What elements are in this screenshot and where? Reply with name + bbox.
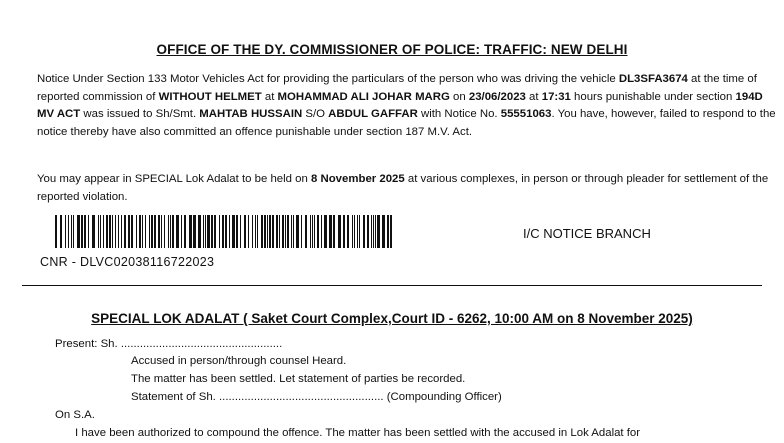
barcode-bar xyxy=(229,215,230,248)
barcode-bar xyxy=(291,215,292,248)
barcode-bar xyxy=(293,215,294,248)
barcode-bar xyxy=(347,215,349,248)
barcode-bar xyxy=(371,215,372,248)
person-name: MAHTAB HUSSAIN xyxy=(199,108,303,120)
barcode-bar xyxy=(77,215,80,248)
barcode-bar xyxy=(329,215,332,248)
barcode-bar xyxy=(55,215,57,248)
lok-adalat-paragraph xyxy=(22,171,777,206)
barcode-bar xyxy=(142,215,143,248)
barcode-bar xyxy=(145,215,146,248)
barcode-bar xyxy=(267,215,268,248)
text-segment: at the time of reported commission of xyxy=(37,73,757,103)
barcode-bar xyxy=(109,215,111,248)
barcode-bar xyxy=(131,215,133,248)
barcode-bar xyxy=(343,215,345,248)
barcode-bar xyxy=(352,215,353,248)
adalat-date: 8 November 2025 xyxy=(311,173,405,185)
notice-paragraph xyxy=(22,71,777,141)
barcode-bar xyxy=(264,215,266,248)
barcode-bar xyxy=(92,215,95,248)
barcode-bar xyxy=(106,215,108,248)
barcode-bar xyxy=(387,215,389,248)
barcode-bar xyxy=(164,215,165,248)
text-segment: with Notice No. xyxy=(417,108,501,120)
barcode-bar xyxy=(198,215,201,248)
barcode-bar xyxy=(363,215,365,248)
barcode-bar xyxy=(367,215,369,248)
text-segment: at various complexes, in person or through pleader for settlement of the reported violation. xyxy=(37,173,769,203)
barcode-bar xyxy=(121,215,122,248)
barcode-bar xyxy=(154,215,156,248)
offence-place: MOHAMMAD ALI JOHAR MARG xyxy=(277,90,450,103)
statement-line: Statement of Sh. .................................................... (Compounding Officer) xyxy=(131,391,502,403)
barcode-bar xyxy=(272,215,274,248)
barcode-bar xyxy=(357,215,358,248)
barcode-bar xyxy=(207,215,210,248)
barcode-bar xyxy=(310,215,311,248)
barcode-bar xyxy=(158,215,160,248)
barcode xyxy=(55,215,392,248)
vehicle-number: DL3SFA3674 xyxy=(618,73,688,85)
barcode-bar xyxy=(312,215,313,248)
text-segment: You may appear in SPECIAL Lok Adalat to be held on xyxy=(37,173,311,185)
barcode-bar xyxy=(189,215,192,248)
barcode-bar xyxy=(248,215,249,248)
barcode-bar xyxy=(236,215,238,248)
barcode-bar xyxy=(88,215,89,248)
barcode-bar xyxy=(359,215,360,248)
offence-section: 194D MV ACT xyxy=(37,90,763,120)
barcode-bar xyxy=(136,215,137,248)
barcode-bar xyxy=(128,215,130,248)
barcode-bar xyxy=(301,215,302,248)
barcode-bar xyxy=(373,215,374,248)
barcode-bar xyxy=(255,215,256,248)
proceeding-line: Accused in person/through counsel Heard. xyxy=(131,355,347,367)
barcode-bar xyxy=(317,215,319,248)
cnr-number: CNR - DLVC02038116722023 xyxy=(40,255,215,269)
barcode-bar xyxy=(161,215,162,248)
barcode-bar xyxy=(214,215,216,248)
barcode-bar xyxy=(287,215,289,248)
barcode-bar xyxy=(115,215,116,248)
barcode-bar xyxy=(305,215,307,248)
barcode-bar xyxy=(65,215,66,248)
barcode-bar xyxy=(338,215,341,248)
barcode-bar xyxy=(203,215,204,248)
barcode-bar xyxy=(314,215,315,248)
barcode-bar xyxy=(124,215,126,248)
on-sa-label: On S.A. xyxy=(55,409,95,421)
barcode-bar xyxy=(261,215,263,248)
barcode-bar xyxy=(168,215,169,248)
proceeding-line: The matter has been settled. Let statement of parties be recorded. xyxy=(131,373,466,385)
barcode-bar xyxy=(321,215,322,248)
barcode-bar xyxy=(219,215,220,248)
notice-branch-label: I/C NOTICE BRANCH xyxy=(523,226,651,241)
offence-date: 23/06/2023 xyxy=(468,90,526,103)
barcode-bar xyxy=(269,215,271,248)
notice-number: 55551063 xyxy=(500,108,552,120)
barcode-bar xyxy=(100,215,101,248)
section-divider xyxy=(22,285,762,286)
barcode-bar xyxy=(377,215,380,248)
barcode-bar xyxy=(225,215,227,248)
barcode-bar xyxy=(81,215,83,248)
barcode-bar xyxy=(375,215,376,248)
barcode-bar xyxy=(176,215,179,248)
text-segment: on xyxy=(449,90,469,103)
lok-adalat-title: SPECIAL LOK ADALAT ( Saket Court Complex,Court ID - 6262, 10:00 AM on 8 November 2025) xyxy=(91,311,693,326)
settlement-line: I have been authorized to compound the offence. The matter has been settled with the accused in Lok Adalat for xyxy=(75,427,641,439)
present-line: Present: Sh. ................................................... xyxy=(55,338,283,350)
barcode-bar xyxy=(390,215,392,248)
text-segment: S/O xyxy=(302,108,329,120)
barcode-bar xyxy=(139,215,141,248)
barcode-bar xyxy=(68,215,69,248)
text-segment: . You have, however, failed to respond to the notice thereby have also committed an offence punishable under section 187 M.V. Act. xyxy=(37,108,776,138)
barcode-bar xyxy=(73,215,74,248)
offence-time: 17:31 xyxy=(541,90,571,103)
barcode-bar xyxy=(205,215,206,248)
barcode-bar xyxy=(151,215,153,248)
text-segment: at xyxy=(261,90,278,103)
barcode-bar xyxy=(98,215,99,248)
barcode-bar xyxy=(276,215,278,248)
text-segment: hours punishable under section xyxy=(570,90,736,103)
offence-name: WITHOUT HELMET xyxy=(158,90,262,103)
barcode-bar xyxy=(324,215,327,248)
barcode-bar xyxy=(252,215,253,248)
text-segment: Notice Under Section 133 Motor Vehicles Act for providing the particulars of the person who was driving the vehicle xyxy=(37,73,619,85)
barcode-bar xyxy=(181,215,182,248)
barcode-bar xyxy=(211,215,213,248)
barcode-bar xyxy=(222,215,224,248)
barcode-bar xyxy=(118,215,119,248)
barcode-bar xyxy=(184,215,186,248)
barcode-bar xyxy=(112,215,113,248)
barcode-bar xyxy=(170,215,171,248)
father-name: ABDUL GAFFAR xyxy=(328,108,418,120)
barcode-bar xyxy=(103,215,104,248)
barcode-bar xyxy=(193,215,196,248)
barcode-bar xyxy=(333,215,335,248)
barcode-bar xyxy=(382,215,385,248)
barcode-bar xyxy=(240,215,241,248)
barcode-bar xyxy=(279,215,280,248)
barcode-bar xyxy=(257,215,258,248)
barcode-bar xyxy=(172,215,174,248)
barcode-bar xyxy=(285,215,286,248)
barcode-bar xyxy=(296,215,299,248)
page-title: OFFICE OF THE DY. COMMISSIONER OF POLICE: TRAFFIC: NEW DELHI xyxy=(156,42,628,57)
barcode-bar xyxy=(282,215,284,248)
barcode-bar xyxy=(84,215,86,248)
barcode-bar xyxy=(60,215,62,248)
barcode-bar xyxy=(232,215,235,248)
text-segment: at xyxy=(525,90,542,103)
barcode-bar xyxy=(149,215,150,248)
barcode-bar xyxy=(71,215,72,248)
barcode-bar xyxy=(244,215,246,248)
barcode-bar xyxy=(354,215,355,248)
text-segment: was issued to Sh/Smt. xyxy=(80,108,200,120)
